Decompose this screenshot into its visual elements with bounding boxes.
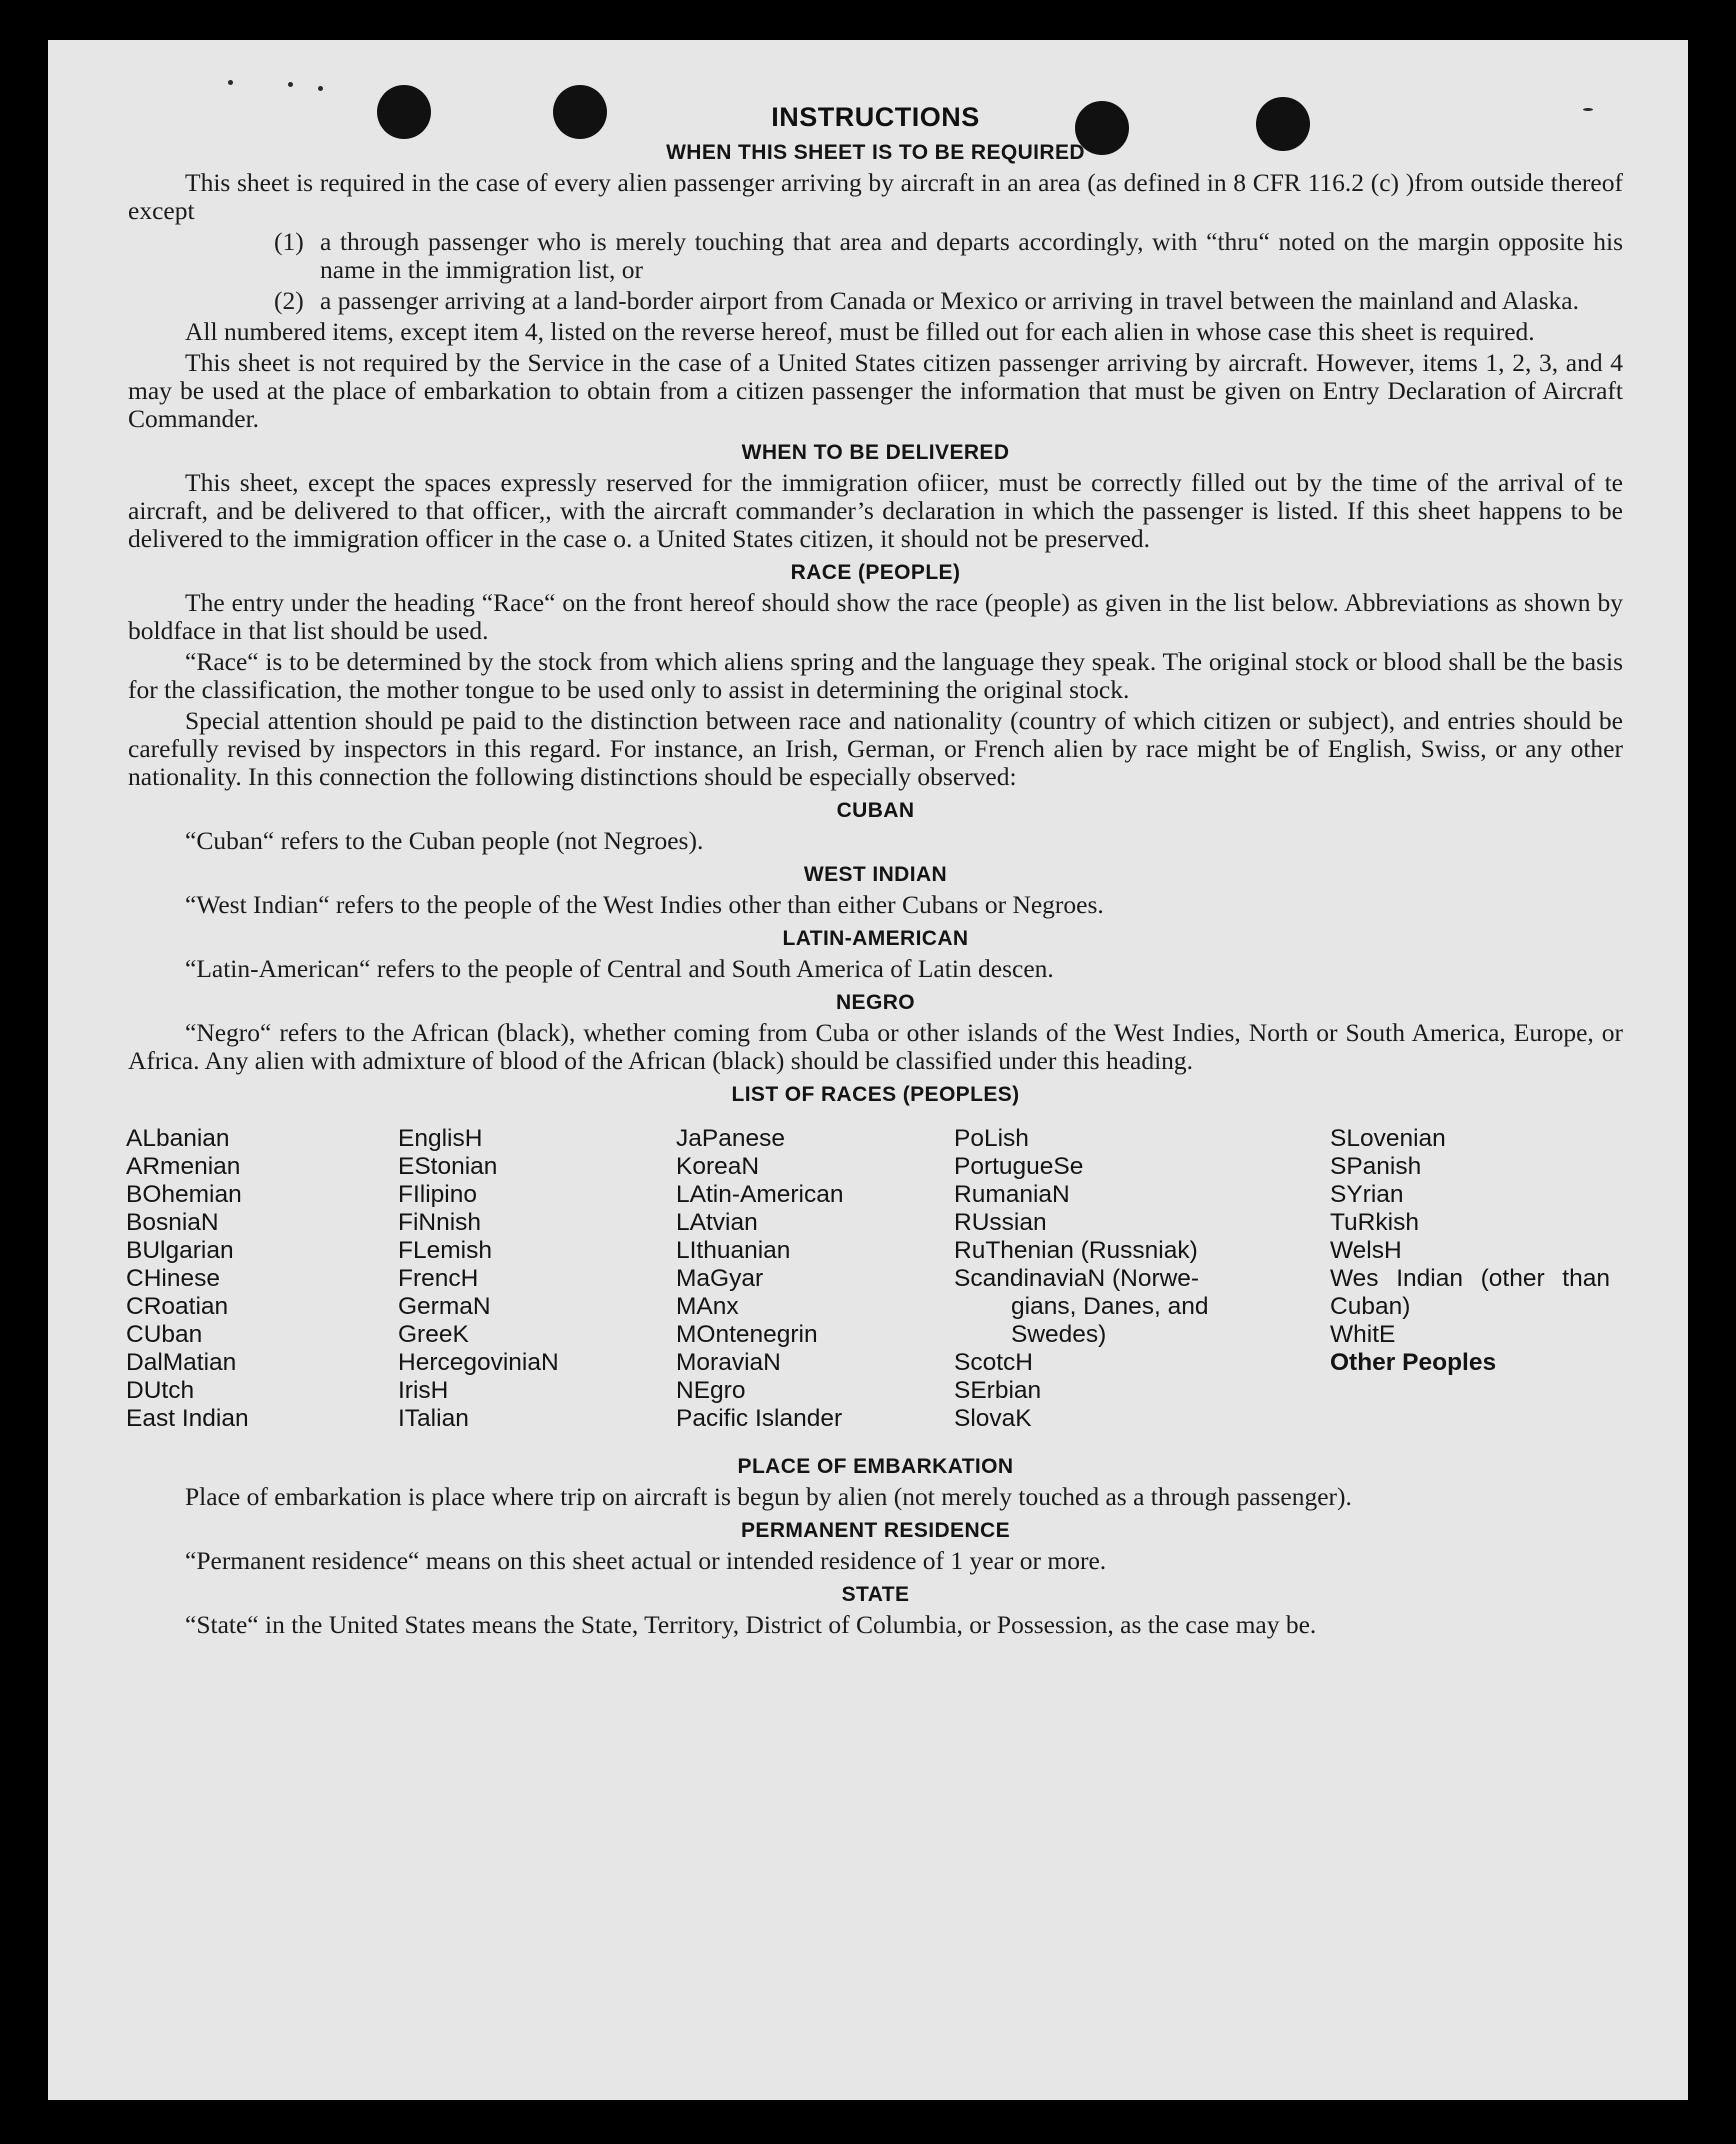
heading-latin-american: LATIN-AMERICAN bbox=[782, 927, 969, 950]
heading-west-indian: WEST INDIAN bbox=[803, 863, 948, 886]
race-entry: ITalian bbox=[398, 1405, 469, 1432]
race-entry: EStonian bbox=[398, 1153, 498, 1180]
race-entry: TuRkish bbox=[1330, 1209, 1419, 1236]
race-entry: PoLish bbox=[954, 1125, 1029, 1152]
negro-paragraph: “Negro“ refers to the African (black), whether coming from Cuba or other islands of the West Indies, North or South America, Europe, or Africa. Any alien with admixture of blood of the African (black) should be classified under this heading. bbox=[128, 1018, 1623, 1075]
latin-american-paragraph: “Latin-American“ refers to the people of Central and South America of Latin descen. bbox=[185, 954, 1054, 983]
west-indian-paragraph: “West Indian“ refers to the people of the West Indies other than either Cubans or Negroes. bbox=[185, 890, 1104, 919]
speck bbox=[318, 86, 323, 91]
race-entry: Pacific Islander bbox=[676, 1405, 843, 1432]
page-title: INSTRUCTIONS bbox=[771, 102, 980, 132]
race-list-column-4 bbox=[954, 1125, 1209, 1433]
required-paragraph-1: This sheet is required in the case of every alien passenger arriving by aircraft in an area (as defined in 8 CFR 116.2 (c) )from outside thereof except bbox=[128, 168, 1623, 225]
heading-race: RACE (PEOPLE) bbox=[790, 561, 961, 584]
race-entry: SErbian bbox=[954, 1377, 1042, 1404]
race-entry: KoreaN bbox=[676, 1153, 760, 1180]
delivered-paragraph: This sheet, except the spaces expressly reserved for the immigration ofiicer, must be correctly filled out by the time of the arrival of te aircraft, and be delivered to that officer,, with the aircraft commander’s declaration in which the passenger is listed. If this sheet happens to be delivered to the immigration officer in the case o. a United States citizen, it should not be preserved. bbox=[128, 468, 1623, 553]
state-paragraph: “State“ in the United States means the State, Territory, District of Columbia, or Possession, as the case may be. bbox=[185, 1610, 1317, 1639]
race-entry: BUlgarian bbox=[126, 1237, 234, 1264]
document-page bbox=[48, 40, 1688, 2100]
race-entry: RuThenian (Russniak) bbox=[954, 1237, 1198, 1264]
race-entry: East Indian bbox=[126, 1405, 249, 1432]
race-entry: SPanish bbox=[1330, 1153, 1422, 1180]
race-entry: MoraviaN bbox=[676, 1349, 781, 1376]
race-entry: CRoatian bbox=[126, 1293, 229, 1320]
race-entry: ALbanian bbox=[126, 1125, 230, 1152]
race-entry: CUban bbox=[126, 1321, 203, 1348]
race-entry-white: WhitE bbox=[1330, 1321, 1396, 1348]
exception-item-1-number: (1) bbox=[274, 227, 304, 256]
race-list-column-4-a bbox=[954, 1125, 1209, 1293]
race-entry: WelsH bbox=[1330, 1237, 1402, 1264]
race-entry: SLovenian bbox=[1330, 1125, 1446, 1152]
race-entry: BOhemian bbox=[126, 1181, 242, 1208]
race-list-column-5 bbox=[1330, 1125, 1610, 1377]
race-paragraph-3: Special attention should pe paid to the distinction between race and nationality (country of which citizen or subject), and entries should be carefully revised by inspectors in this regard. For instance, an Irish, German, or French alien by race might be of English, Swiss, or any other nationality. In this connection the following distinctions should be especially observed: bbox=[128, 706, 1623, 791]
race-entry: ScandinaviaN (Norwe- bbox=[954, 1265, 1200, 1292]
race-entry: MAnx bbox=[676, 1293, 739, 1320]
race-list-column-4-b bbox=[954, 1349, 1209, 1433]
race-entry: JaPanese bbox=[676, 1125, 785, 1152]
exception-item-2 bbox=[274, 287, 1623, 315]
race-list-column-3 bbox=[676, 1125, 843, 1433]
exception-item-1-text: a through passenger who is merely touching that area and departs accordingly, with “thru“ noted on the margin opposite his name in the immigration list, or bbox=[320, 227, 1623, 284]
race-entry-wes-indian: Wes Indian (other than Cuban) bbox=[1330, 1265, 1610, 1320]
race-entry: MOntenegrin bbox=[676, 1321, 818, 1348]
race-list-column-5-a bbox=[1330, 1125, 1610, 1265]
required-paragraph-3: This sheet is not required by the Service in the case of a United States citizen passenger arriving by aircraft. However, items 1, 2, 3, and 4 may be used at the place of embarkation to obtain from a citizen passenger the information that must be given on Entry Declaration of Aircraft Commander. bbox=[128, 348, 1623, 433]
race-paragraph-2: “Race“ is to be determined by the stock from which aliens spring and the language they speak. The original stock or blood shall be the basis for the classification, the mother tongue to be used only to assist in determining the original stock. bbox=[128, 647, 1623, 704]
race-entry: GermaN bbox=[398, 1293, 491, 1320]
race-entry: PortugueSe bbox=[954, 1153, 1084, 1180]
exception-item-2-text: a passenger arriving at a land-border airport from Canada or Mexico or arriving in travel between the mainland and Alaska. bbox=[320, 286, 1579, 315]
heading-state: STATE bbox=[841, 1583, 910, 1606]
race-entry: ARmenian bbox=[126, 1153, 241, 1180]
heading-cuban: CUBAN bbox=[836, 799, 915, 822]
heading-required: WHEN THIS SHEET IS TO BE REQUIRED bbox=[666, 141, 1085, 164]
race-entry: FLemish bbox=[398, 1237, 492, 1264]
exception-item-1 bbox=[274, 228, 1623, 284]
embarkation-paragraph: Place of embarkation is place where trip on aircraft is begun by alien (not merely touched as a through passenger). bbox=[185, 1482, 1352, 1511]
race-entry: BosniaN bbox=[126, 1209, 219, 1236]
race-entry: NEgro bbox=[676, 1377, 746, 1404]
heading-negro: NEGRO bbox=[835, 991, 915, 1014]
race-entry: LAtvian bbox=[676, 1209, 758, 1236]
exception-item-2-number: (2) bbox=[274, 286, 304, 315]
speck bbox=[288, 82, 293, 87]
race-entry: HercegoviniaN bbox=[398, 1349, 559, 1376]
race-entry: FIlipino bbox=[398, 1181, 477, 1208]
heading-list-of-races: LIST OF RACES (PEOPLES) bbox=[731, 1083, 1020, 1106]
race-entry: RUssian bbox=[954, 1209, 1047, 1236]
race-entry: FiNnish bbox=[398, 1209, 482, 1236]
race-entry: SlovaK bbox=[954, 1405, 1032, 1432]
race-list-column-2 bbox=[398, 1125, 559, 1433]
race-list bbox=[128, 1125, 1623, 1447]
race-entry: LAtin-American bbox=[676, 1181, 844, 1208]
race-entry: GreeK bbox=[398, 1321, 469, 1348]
heading-permanent-residence: PERMANENT RESIDENCE bbox=[741, 1519, 1010, 1542]
heading-delivered: WHEN TO BE DELIVERED bbox=[741, 441, 1010, 464]
race-entry: SYrian bbox=[1330, 1181, 1404, 1208]
race-entry: Swedes) bbox=[1011, 1321, 1107, 1348]
race-paragraph-1: The entry under the heading “Race“ on the front hereof should show the race (people) as given in the list below. Abbreviations as shown by boldface in that list should be used. bbox=[128, 588, 1623, 645]
race-entry: LIthuanian bbox=[676, 1237, 791, 1264]
race-entry: DalMatian bbox=[126, 1349, 237, 1376]
race-entry: CHinese bbox=[126, 1265, 220, 1292]
race-entry-other-peoples: Other Peoples bbox=[1330, 1349, 1497, 1376]
heading-embarkation: PLACE OF EMBARKATION bbox=[737, 1455, 1014, 1478]
required-paragraph-2: All numbered items, except item 4, listed on the reverse hereof, must be filled out for each alien in whose case this sheet is required. bbox=[185, 317, 1535, 346]
speck bbox=[228, 80, 233, 85]
instructions-content bbox=[128, 102, 1623, 1639]
race-entry: DUtch bbox=[126, 1377, 195, 1404]
race-entry: FrencH bbox=[398, 1265, 479, 1292]
race-entry: RumaniaN bbox=[954, 1181, 1070, 1208]
race-entry: IrisH bbox=[398, 1377, 449, 1404]
race-entry: EnglisH bbox=[398, 1125, 483, 1152]
cuban-paragraph: “Cuban“ refers to the Cuban people (not Negroes). bbox=[185, 826, 704, 855]
race-entry: gians, Danes, and bbox=[1011, 1293, 1209, 1320]
race-entry: ScotcH bbox=[954, 1349, 1033, 1376]
race-entry: MaGyar bbox=[676, 1265, 764, 1292]
residence-paragraph: “Permanent residence“ means on this sheet actual or intended residence of 1 year or more. bbox=[185, 1546, 1107, 1575]
race-list-column-4-continuation bbox=[954, 1293, 1209, 1349]
race-list-column-1 bbox=[126, 1125, 249, 1433]
